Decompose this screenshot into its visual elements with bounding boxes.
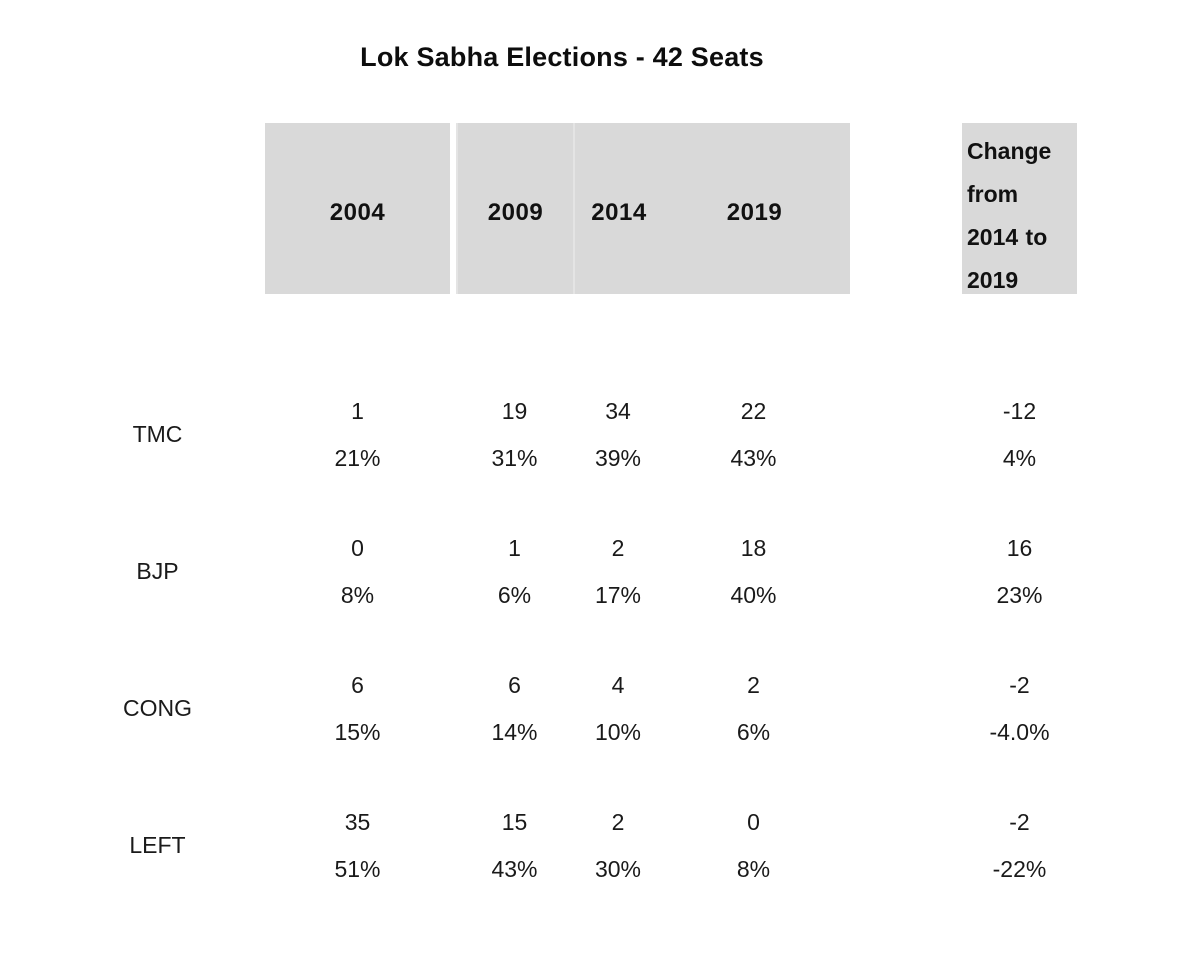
vote-share-value: 17% — [594, 581, 642, 608]
cell-bjp-2019 — [657, 503, 850, 640]
cell-left-2014 — [573, 777, 663, 914]
cell-cong-change — [962, 640, 1077, 777]
col-header-2019: 2019 — [657, 123, 850, 294]
seats-value: 6 — [508, 671, 521, 698]
cell-tmc-change — [962, 366, 1077, 503]
col-header-2014: 2014 — [573, 123, 663, 294]
seats-value: 0 — [351, 534, 364, 561]
seats-table — [80, 123, 1077, 914]
vote-share-value: 23% — [996, 581, 1043, 608]
row-label-bjp: BJP — [136, 558, 179, 584]
seats-value: 15 — [501, 808, 528, 835]
seats-value: 16 — [1006, 534, 1033, 561]
seats-value: 34 — [605, 397, 631, 424]
seats-value: 0 — [747, 808, 760, 835]
vote-share-value: 6% — [736, 718, 771, 745]
seats-value: -2 — [1009, 671, 1030, 698]
col-header-change-2014-2019: Change from 2014 to 2019 — [962, 123, 1077, 294]
cell-left-2019 — [657, 777, 850, 914]
vote-share-value: 4% — [1002, 444, 1037, 471]
cell-bjp-2004 — [265, 503, 450, 640]
col-header-2009: 2009 — [456, 123, 573, 294]
cell-left-2009 — [456, 777, 573, 914]
cell-left-2004 — [265, 777, 450, 914]
vote-share-value: 6% — [497, 581, 532, 608]
cell-bjp-change — [962, 503, 1077, 640]
vote-share-value: 39% — [594, 444, 642, 471]
cell-tmc-2009 — [456, 366, 573, 503]
vote-share-value: 14% — [491, 718, 538, 745]
cell-tmc-2019 — [657, 366, 850, 503]
seats-value: 4 — [611, 671, 625, 698]
vote-share-value: 31% — [491, 444, 538, 471]
vote-share-value: 15% — [334, 718, 381, 745]
seats-value: 18 — [740, 534, 767, 561]
vote-share-value: 51% — [334, 855, 381, 882]
seats-value: -2 — [1009, 808, 1030, 835]
vote-share-value: -4.0% — [989, 718, 1050, 745]
cell-bjp-2009 — [456, 503, 573, 640]
seats-value: -12 — [1002, 397, 1037, 424]
vote-share-value: 40% — [730, 581, 777, 608]
col-header-2004: 2004 — [265, 123, 450, 294]
row-label-tmc: TMC — [132, 421, 183, 447]
cell-cong-2004 — [265, 640, 450, 777]
cell-left-change — [962, 777, 1077, 914]
cell-cong-2019 — [657, 640, 850, 777]
vote-share-value: -22% — [992, 855, 1047, 882]
vote-share-value: 43% — [730, 444, 777, 471]
cell-tmc-2004 — [265, 366, 450, 503]
seats-value: 6 — [351, 671, 364, 698]
vote-share-value: 21% — [334, 444, 381, 471]
row-label-left: LEFT — [129, 832, 186, 858]
seats-value: 1 — [351, 397, 364, 424]
seats-value: 35 — [344, 808, 371, 835]
vote-share-value: 43% — [491, 855, 538, 882]
seats-value: 2 — [747, 671, 760, 698]
cell-cong-2014 — [573, 640, 663, 777]
vote-share-value: 10% — [594, 718, 642, 745]
cell-cong-2009 — [456, 640, 573, 777]
seats-value: 2 — [611, 808, 625, 835]
seats-value: 2 — [611, 534, 625, 561]
row-label-cong: CONG — [123, 695, 192, 721]
vote-share-value: 8% — [736, 855, 771, 882]
seats-value: 1 — [508, 534, 521, 561]
vote-share-value: 8% — [340, 581, 375, 608]
vote-share-value: 30% — [594, 855, 642, 882]
seats-value: 22 — [740, 397, 767, 424]
page-title: Lok Sabha Elections - 42 Seats — [360, 42, 764, 72]
seats-value: 19 — [501, 397, 528, 424]
cell-tmc-2014 — [573, 366, 663, 503]
cell-bjp-2014 — [573, 503, 663, 640]
